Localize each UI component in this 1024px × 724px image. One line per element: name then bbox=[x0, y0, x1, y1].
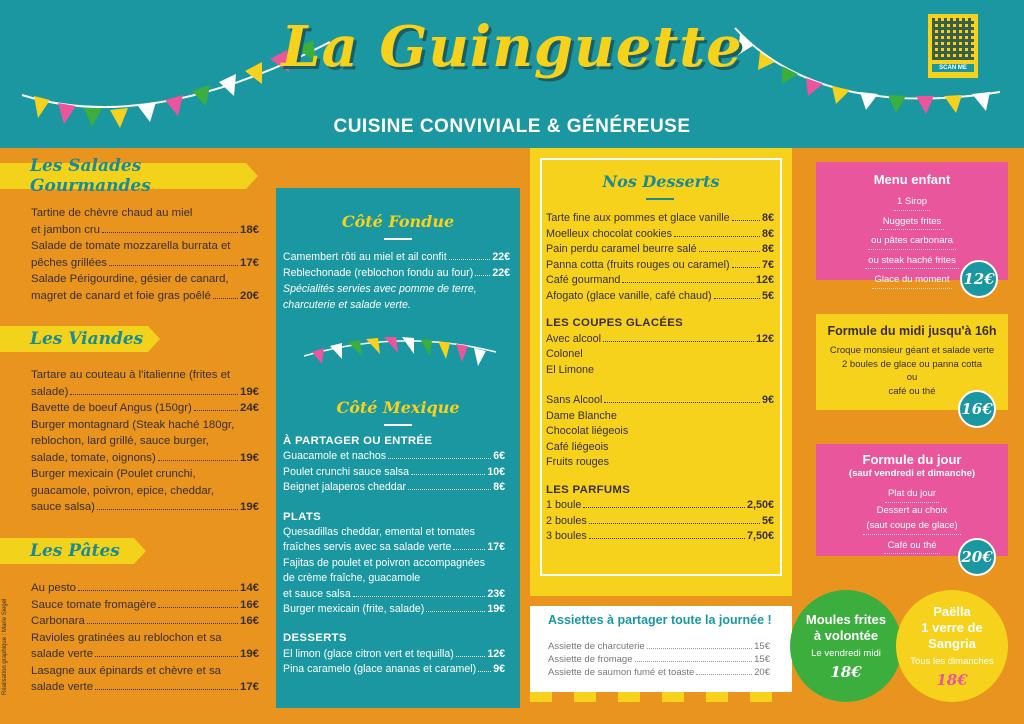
item-price: 15€ bbox=[754, 654, 770, 665]
menu-item bbox=[546, 393, 774, 409]
item-price: 12€ bbox=[755, 274, 774, 286]
menu-line: Café liégeois bbox=[546, 440, 609, 453]
menu-item bbox=[548, 653, 770, 666]
salades-list bbox=[31, 205, 259, 304]
item-label: Pain perdu caramel beurre salé bbox=[546, 243, 697, 255]
item-price: 19€ bbox=[239, 385, 259, 398]
menu-item bbox=[283, 449, 505, 464]
assiettes-title: Assiettes à partager toute la journée ! bbox=[548, 613, 772, 627]
menu-line: Dame Blanche bbox=[546, 409, 617, 422]
menu-line: reblochon, lard grillé, sauce burger, bbox=[31, 435, 209, 447]
leader-dots bbox=[603, 341, 754, 342]
menu-line: Quesadillas cheddar, emental et tomates bbox=[283, 526, 475, 539]
qr-code[interactable] bbox=[928, 14, 978, 78]
card-title: Menu enfant bbox=[873, 172, 951, 187]
item-label: Assiette de fromage bbox=[548, 654, 633, 665]
spacer bbox=[283, 496, 505, 510]
restaurant-title: La Guinguette bbox=[281, 14, 743, 80]
item-price: 8€ bbox=[761, 212, 774, 224]
menu-item bbox=[31, 222, 259, 239]
menu-item bbox=[31, 679, 259, 696]
item-label: salade) bbox=[31, 385, 69, 398]
item-label: Tarte fine aux pommes et glace vanille bbox=[546, 212, 730, 224]
subsection-title: À PARTAGER OU ENTRÉE bbox=[283, 435, 433, 447]
menu-item bbox=[283, 249, 510, 265]
item-label: Burger mexicain (frite, salade) bbox=[283, 603, 425, 616]
item-label: salade verte bbox=[31, 648, 94, 660]
item-label: El limon (glace citron vert et tequilla) bbox=[283, 647, 454, 660]
circle-subtitle: Le vendredi midi bbox=[811, 647, 881, 659]
item-price: 9€ bbox=[493, 663, 505, 676]
item-label: et sauce salsa bbox=[283, 587, 351, 600]
item-label: Pina caramelo (glace ananas et caramel) bbox=[283, 663, 477, 676]
leader-dots bbox=[714, 298, 760, 299]
credits-text: Réalisation graphique : Marie Siegel bbox=[2, 598, 8, 695]
item-label: Guacamole et nachos bbox=[283, 450, 387, 463]
item-price: 19€ bbox=[239, 501, 259, 513]
item-price: 22€ bbox=[492, 267, 510, 279]
item-label: Café gourmand bbox=[546, 274, 621, 286]
menu-item bbox=[31, 597, 259, 614]
menu-line: Burger mexicain (Poulet crunchi, bbox=[31, 468, 196, 480]
price-badge: 12€ bbox=[960, 260, 998, 298]
menu-item bbox=[283, 480, 505, 495]
menu-item bbox=[31, 499, 259, 516]
circle-price: 18€ bbox=[830, 662, 862, 681]
item-label: salade verte bbox=[31, 681, 94, 693]
menu-item bbox=[283, 647, 505, 662]
item-label: Au pesto bbox=[31, 582, 76, 594]
item-price: 19€ bbox=[239, 451, 259, 464]
item-price: 17€ bbox=[487, 541, 505, 554]
item-price: 10€ bbox=[487, 465, 505, 478]
menu-item bbox=[546, 258, 774, 274]
menu-item bbox=[546, 529, 774, 545]
leader-dots bbox=[475, 275, 490, 276]
menu-item bbox=[546, 227, 774, 243]
item-price: 24€ bbox=[239, 402, 259, 414]
spacer bbox=[546, 304, 774, 316]
item-label: Camembert rôti au miel et ail confit bbox=[283, 251, 447, 263]
menu-line: Lasagne aux épinards et chèvre et sa bbox=[31, 664, 221, 677]
item-price: 6€ bbox=[493, 450, 505, 463]
item-price: 5€ bbox=[761, 289, 774, 302]
menu-line: Chocolat liégeois bbox=[546, 425, 629, 437]
menu-item bbox=[31, 613, 259, 630]
circle-title-line: Paëlla bbox=[933, 603, 971, 619]
subsection-title: LES COUPES GLACÉES bbox=[546, 317, 684, 329]
menu-item bbox=[546, 289, 774, 305]
menu-line: de crème fraîche, guacamole bbox=[283, 572, 421, 585]
section-title-viandes: Les Viandes bbox=[0, 326, 148, 352]
menu-line: Salade Périgourdine, gésier de canard, bbox=[31, 273, 229, 285]
item-label: Beignet jalaperos cheddar bbox=[283, 481, 407, 494]
menu-item bbox=[31, 646, 259, 663]
item-label: Sans Alcool bbox=[546, 394, 603, 406]
card-line: Dessert au choix bbox=[876, 504, 948, 516]
menu-item bbox=[31, 288, 259, 305]
menu-item bbox=[546, 332, 774, 348]
menu-item bbox=[31, 400, 259, 417]
card-line: 2 boules de glace ou panna cotta bbox=[842, 358, 982, 370]
item-label: Afogato (glace vanille, café chaud) bbox=[546, 289, 712, 302]
leader-dots bbox=[674, 236, 760, 237]
item-price: 15€ bbox=[754, 641, 770, 652]
spacer bbox=[546, 471, 774, 483]
qr-label: SCAN ME bbox=[932, 64, 974, 72]
leader-dots bbox=[70, 394, 238, 395]
leader-dots bbox=[109, 265, 238, 266]
menu-item bbox=[283, 587, 505, 602]
leader-dots bbox=[453, 549, 485, 550]
menu-line: Ravioles gratinées au reblochon et sa bbox=[31, 631, 222, 644]
item-price: 19€ bbox=[239, 648, 259, 660]
menu-item bbox=[31, 450, 259, 467]
menu-line: El Limone bbox=[546, 363, 595, 376]
item-price: 16€ bbox=[239, 598, 259, 611]
title-underline bbox=[384, 238, 412, 240]
menu-line: Salade de tomate mozzarella burrata et bbox=[31, 240, 231, 252]
circle-title-line: Moules frites bbox=[805, 611, 887, 627]
paella-circle bbox=[896, 590, 1008, 702]
card-line: Glace du moment bbox=[872, 273, 953, 289]
leader-dots bbox=[87, 623, 238, 624]
leader-dots bbox=[78, 590, 238, 591]
menu-line: Fruits rouges bbox=[546, 456, 610, 468]
viandes-list bbox=[31, 367, 259, 516]
item-price: 12€ bbox=[755, 332, 774, 345]
card-line: Croque monsieur géant et salade verte bbox=[829, 345, 995, 356]
title-underline bbox=[646, 198, 674, 200]
item-price: 8€ bbox=[761, 227, 774, 240]
section-title-mexique: Côté Mexique bbox=[336, 398, 460, 417]
card-line: 1 Sirop bbox=[894, 195, 930, 211]
leader-dots bbox=[622, 282, 754, 283]
leader-dots bbox=[213, 298, 238, 299]
item-label: Reblechonade (reblochon fondu au four) bbox=[283, 267, 474, 279]
credits bbox=[2, 585, 14, 705]
item-price: 14€ bbox=[239, 582, 259, 594]
spacer bbox=[283, 617, 505, 631]
menu-item bbox=[546, 211, 774, 227]
item-label: Panna cotta (fruits rouges ou caramel) bbox=[546, 258, 730, 271]
spacer bbox=[546, 378, 774, 393]
item-label: Bavette de boeuf Angus (150gr) bbox=[31, 402, 192, 414]
leader-dots bbox=[95, 656, 238, 657]
section-title-salades: Les Salades Gourmandes bbox=[0, 163, 246, 189]
menu-item bbox=[283, 662, 505, 677]
leader-dots bbox=[589, 538, 745, 539]
leader-dots bbox=[635, 661, 753, 662]
menu-note: charcuterie et salade verte. bbox=[283, 299, 411, 311]
price-badge: 16€ bbox=[958, 390, 996, 428]
leader-dots bbox=[732, 267, 760, 268]
moules-frites-circle bbox=[790, 590, 902, 702]
price-badge: 20€ bbox=[958, 538, 996, 576]
menu-item bbox=[283, 265, 510, 281]
menu-item bbox=[283, 540, 505, 555]
menu-item bbox=[546, 273, 774, 289]
menu-line: Tartare au couteau à l'italienne (frites et bbox=[31, 369, 231, 381]
item-price: 17€ bbox=[239, 681, 259, 693]
leader-dots bbox=[583, 507, 745, 508]
leader-dots bbox=[647, 648, 753, 649]
menu-line: guacamole, poivron, epice, cheddar, bbox=[31, 484, 215, 497]
assiettes-list bbox=[548, 640, 770, 679]
leader-dots bbox=[408, 489, 491, 490]
card-line: café ou thé bbox=[888, 385, 936, 397]
item-price: 20€ bbox=[754, 667, 770, 678]
menu-item bbox=[283, 465, 505, 480]
leader-dots bbox=[696, 674, 752, 675]
card-line: ou pâtes carbonara bbox=[868, 234, 956, 250]
menu-line: Colonel bbox=[546, 348, 583, 360]
item-label: fraîches servis avec sa salade verte bbox=[283, 541, 452, 554]
stripe-decoration bbox=[530, 692, 792, 702]
item-price: 8€ bbox=[493, 481, 505, 494]
leader-dots bbox=[478, 671, 491, 672]
menu-note: Spécialités servies avec pomme de terre, bbox=[283, 283, 477, 295]
item-label: Poulet crunchi sauce salsa bbox=[283, 465, 410, 478]
item-label: sauce salsa) bbox=[31, 501, 95, 513]
menu-item bbox=[548, 666, 770, 679]
item-label: salade, tomate, oignons) bbox=[31, 451, 156, 464]
leader-dots bbox=[95, 689, 238, 690]
item-label: Assiette de saumon fumé et toaste bbox=[548, 667, 695, 678]
item-price: 20€ bbox=[239, 289, 259, 302]
card-title: Formule du jour bbox=[862, 452, 962, 467]
menu-item bbox=[546, 498, 774, 514]
restaurant-subtitle: CUISINE CONVIVIALE & GÉNÉREUSE bbox=[333, 116, 691, 137]
card-line: Plat du jour bbox=[885, 487, 939, 503]
section-title-fondue: Côté Fondue bbox=[341, 212, 455, 231]
item-price: 23€ bbox=[487, 587, 505, 600]
leader-dots bbox=[194, 410, 238, 411]
leader-dots bbox=[102, 232, 238, 233]
menu-item bbox=[31, 255, 259, 272]
pates-list bbox=[31, 580, 259, 696]
circle-price: 18€ bbox=[936, 670, 968, 689]
menu-item bbox=[31, 384, 259, 401]
item-price: 12€ bbox=[487, 647, 505, 660]
item-label: magret de canard et foie gras poêlé bbox=[31, 289, 211, 302]
item-label: Assiette de charcuterie bbox=[548, 641, 645, 652]
leader-dots bbox=[456, 656, 486, 657]
leader-dots bbox=[699, 251, 760, 252]
leader-dots bbox=[158, 460, 238, 461]
qr-code-icon bbox=[932, 18, 974, 60]
leader-dots bbox=[732, 220, 760, 221]
leader-dots bbox=[426, 611, 485, 612]
item-price: 2,50€ bbox=[746, 499, 774, 511]
card-line: Café ou thé bbox=[884, 539, 939, 555]
mexique-list bbox=[283, 434, 505, 678]
circle-title-line: à volontée bbox=[813, 627, 879, 643]
menu-item bbox=[546, 242, 774, 258]
menu-item bbox=[31, 580, 259, 597]
menu-item bbox=[283, 602, 505, 617]
leader-dots bbox=[604, 402, 760, 403]
leader-dots bbox=[158, 607, 238, 608]
circle-subtitle: Tous les dimanches bbox=[910, 655, 994, 667]
item-label: pêches grillées bbox=[31, 256, 107, 269]
item-label: 3 boules bbox=[546, 530, 587, 542]
item-price: 7,50€ bbox=[746, 530, 774, 542]
item-label: Moelleux chocolat cookies bbox=[546, 227, 673, 240]
card-line: (saut coupe de glace) bbox=[863, 519, 960, 535]
item-label: Carbonara bbox=[31, 615, 85, 627]
card-subtitle: (sauf vendredi et dimanche) bbox=[848, 468, 976, 479]
card-title: Formule du midi jusqu'à 16h bbox=[827, 324, 997, 338]
item-price: 9€ bbox=[761, 394, 774, 406]
desserts-list bbox=[546, 211, 774, 545]
circle-title-line: 1 verre de Sangria bbox=[921, 619, 983, 651]
item-label: Sauce tomate fromagère bbox=[31, 598, 157, 611]
item-label: 2 boules bbox=[546, 514, 587, 527]
item-price: 19€ bbox=[487, 603, 505, 616]
item-price: 22€ bbox=[492, 251, 510, 263]
card-line: ou steak haché frites bbox=[865, 254, 959, 270]
section-title-desserts: Nos Desserts bbox=[602, 172, 720, 191]
leader-dots bbox=[388, 458, 491, 459]
section-title-pates: Les Pâtes bbox=[0, 538, 134, 564]
subsection-title: LES PARFUMS bbox=[546, 483, 631, 496]
item-price: 8€ bbox=[761, 243, 774, 255]
menu-item bbox=[548, 640, 770, 653]
item-price: 16€ bbox=[239, 615, 259, 627]
leader-dots bbox=[353, 596, 486, 597]
menu-item bbox=[546, 514, 774, 530]
bunting-center bbox=[300, 330, 500, 380]
subsection-title: DESSERTS bbox=[283, 632, 347, 645]
leader-dots bbox=[449, 259, 491, 260]
menu-line: Burger montagnard (Steak haché 180gr, bbox=[31, 418, 235, 431]
item-label: 1 boule bbox=[546, 499, 582, 511]
leader-dots bbox=[411, 474, 485, 475]
card-line: Nuggets frites bbox=[880, 215, 945, 231]
item-price: 17€ bbox=[239, 256, 259, 269]
card-line: ou bbox=[906, 372, 918, 383]
item-price: 18€ bbox=[239, 223, 259, 236]
fondue-list bbox=[283, 249, 510, 313]
item-price: 7€ bbox=[761, 258, 774, 271]
item-label: et jambon cru bbox=[31, 223, 101, 236]
leader-dots bbox=[97, 509, 238, 510]
item-label: Avec alcool bbox=[546, 332, 602, 345]
item-price: 5€ bbox=[761, 514, 774, 527]
menu-line: Fajitas de poulet et poivron accompagnées bbox=[283, 556, 485, 569]
leader-dots bbox=[589, 523, 760, 524]
subsection-title: PLATS bbox=[283, 510, 321, 523]
menu-line: Tartine de chèvre chaud au miel bbox=[31, 207, 193, 219]
title-underline bbox=[384, 424, 412, 426]
